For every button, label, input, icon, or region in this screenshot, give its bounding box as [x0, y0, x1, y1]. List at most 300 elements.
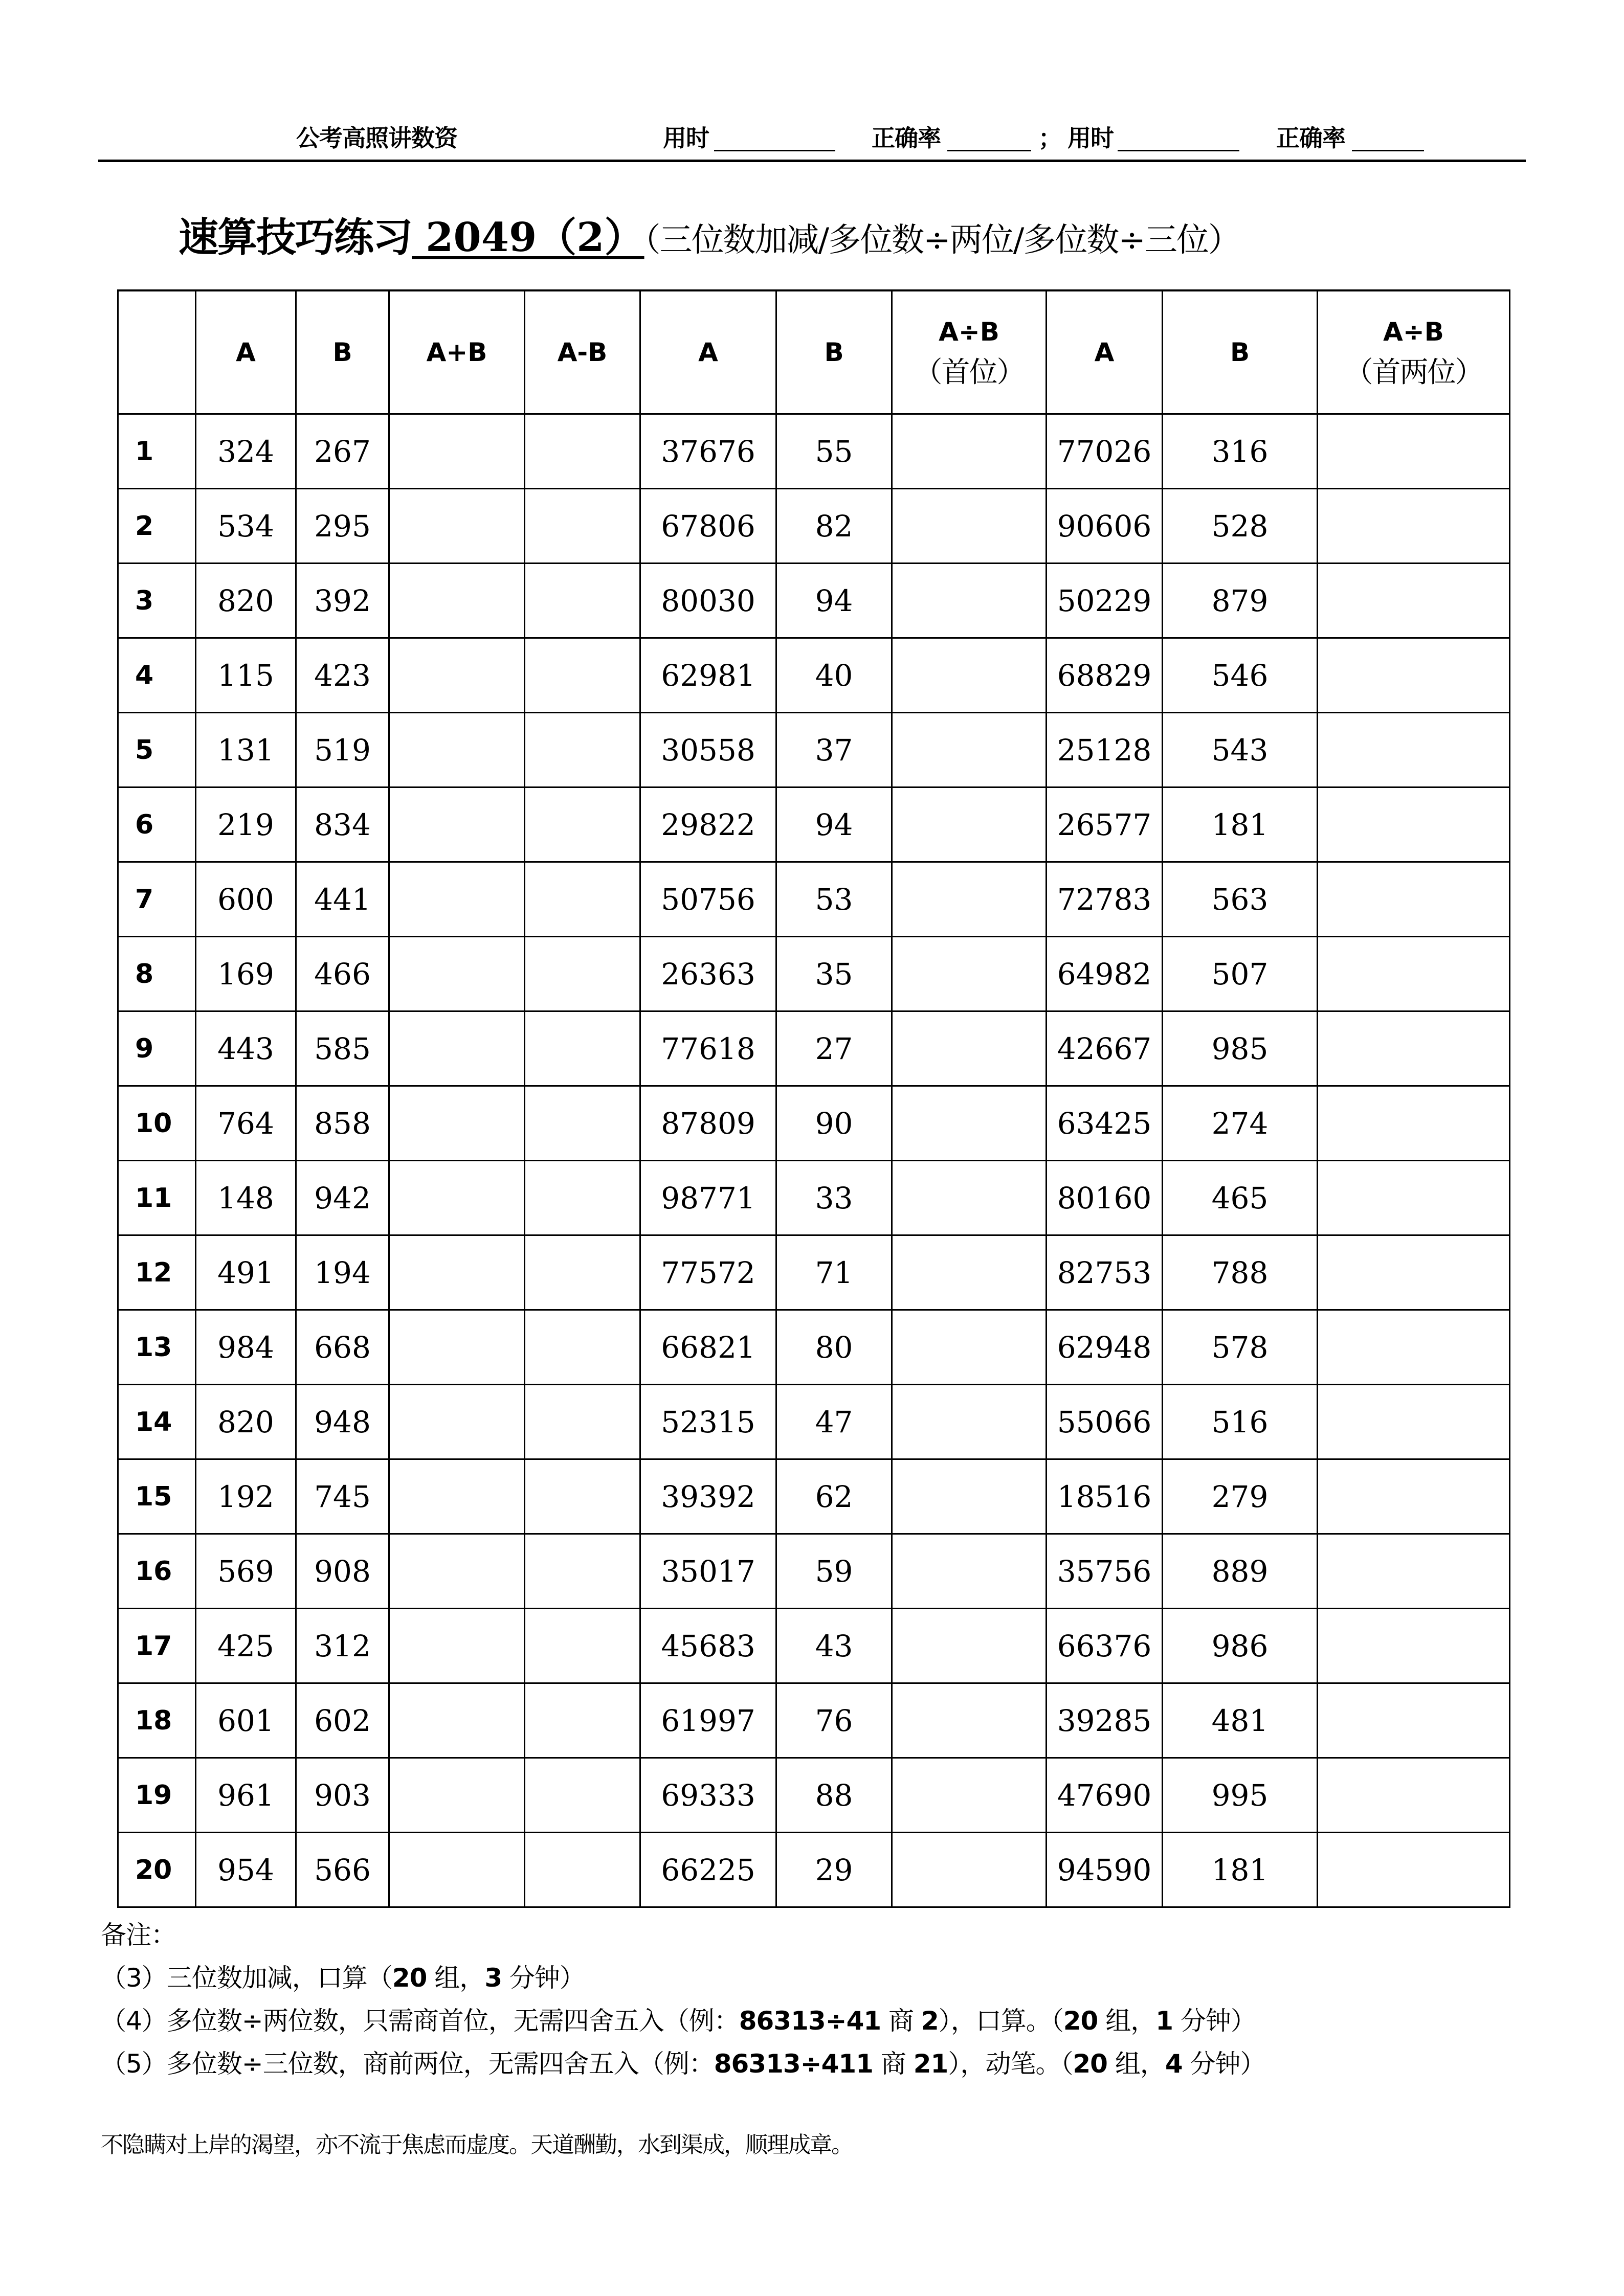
title-main: 速算技巧练习 — [179, 214, 412, 261]
table-header-row — [118, 290, 1510, 414]
div2-a-value: 35017 — [640, 1534, 776, 1609]
diff-answer-cell[interactable] — [525, 1086, 640, 1161]
note-text: 分钟） — [1173, 2006, 1256, 2036]
div2-a-value: 77572 — [640, 1235, 776, 1310]
add-b-value: 267 — [296, 414, 389, 489]
add-b-value: 566 — [296, 1833, 389, 1907]
div3-b-value: 274 — [1163, 1086, 1318, 1161]
sum-answer-cell[interactable] — [389, 1609, 525, 1683]
sum-answer-cell[interactable] — [389, 1534, 525, 1609]
header-div2-result-label: A÷B — [939, 317, 999, 347]
add-a-value: 148 — [196, 1161, 296, 1235]
note-text: 商 — [881, 2006, 921, 2036]
sum-answer-cell[interactable] — [389, 1235, 525, 1310]
table-row — [118, 1459, 1510, 1534]
row-number: 19 — [118, 1758, 196, 1833]
row-number: 8 — [118, 937, 196, 1011]
div3-a-value: 72783 — [1047, 862, 1163, 937]
note-text: 组， — [1098, 2006, 1156, 2036]
header-div2-a: A — [640, 290, 776, 414]
header-div2-b: B — [776, 290, 892, 414]
div3-b-value: 879 — [1163, 564, 1318, 638]
diff-answer-cell[interactable] — [525, 862, 640, 937]
div3-b-value: 986 — [1163, 1609, 1318, 1683]
div3-b-value: 563 — [1163, 862, 1318, 937]
notes-heading: 备注： — [101, 1920, 176, 1950]
notes-section — [101, 1914, 1265, 2085]
table-row — [118, 1161, 1510, 1235]
div3-a-value: 62948 — [1047, 1310, 1163, 1385]
add-a-value: 984 — [196, 1310, 296, 1385]
sum-answer-cell[interactable] — [389, 1459, 525, 1534]
div3-answer-cell[interactable] — [1318, 1758, 1510, 1833]
note-item-4 — [101, 1999, 1265, 2042]
table-row — [118, 787, 1510, 862]
div2-b-value: 71 — [776, 1235, 892, 1310]
div2-b-value: 33 — [776, 1161, 892, 1235]
table-row — [118, 1758, 1510, 1833]
note-minutes: 1 — [1155, 2006, 1173, 2036]
add-b-value: 585 — [296, 1011, 389, 1086]
row-number: 18 — [118, 1683, 196, 1758]
diff-answer-cell[interactable] — [525, 1683, 640, 1758]
div2-a-value: 67806 — [640, 489, 776, 564]
note-text: 组， — [1107, 2049, 1165, 2079]
add-a-value: 115 — [196, 638, 296, 713]
div2-b-value: 27 — [776, 1011, 892, 1086]
div3-a-value: 77026 — [1047, 414, 1163, 489]
sum-answer-cell[interactable] — [389, 638, 525, 713]
note-minutes: 4 — [1165, 2049, 1183, 2079]
add-a-value: 569 — [196, 1534, 296, 1609]
row-number: 16 — [118, 1534, 196, 1609]
header-div3-result-sub: （首两位） — [1344, 356, 1483, 389]
div3-answer-cell[interactable] — [1318, 1534, 1510, 1609]
table-row — [118, 1683, 1510, 1758]
table-row — [118, 414, 1510, 489]
table-row — [118, 489, 1510, 564]
div2-a-value: 45683 — [640, 1609, 776, 1683]
div3-answer-cell[interactable] — [1318, 489, 1510, 564]
worksheet-header — [0, 120, 1624, 156]
table-row — [118, 638, 1510, 713]
div2-answer-cell[interactable] — [892, 414, 1047, 489]
add-b-value: 441 — [296, 862, 389, 937]
note-example: 86313÷41 — [739, 2006, 881, 2036]
sum-answer-cell[interactable] — [389, 1011, 525, 1086]
div3-a-value: 25128 — [1047, 713, 1163, 787]
diff-answer-cell[interactable] — [525, 1459, 640, 1534]
sum-answer-cell[interactable] — [389, 1758, 525, 1833]
row-number: 1 — [118, 414, 196, 489]
table-row — [118, 862, 1510, 937]
brand-name: 公考高照讲数资 — [296, 124, 457, 152]
div3-a-value: 26577 — [1047, 787, 1163, 862]
header-div3-b: B — [1163, 290, 1318, 414]
div3-b-value: 546 — [1163, 638, 1318, 713]
sum-answer-cell[interactable] — [389, 862, 525, 937]
diff-answer-cell[interactable] — [525, 1609, 640, 1683]
accuracy-label-2: 正确率 — [1276, 124, 1345, 152]
sum-answer-cell[interactable] — [389, 937, 525, 1011]
accuracy-blank-1[interactable] — [947, 150, 1031, 151]
add-b-value: 602 — [296, 1683, 389, 1758]
diff-answer-cell[interactable] — [525, 1385, 640, 1459]
div2-answer-cell[interactable] — [892, 564, 1047, 638]
sum-answer-cell[interactable] — [389, 1683, 525, 1758]
row-number: 10 — [118, 1086, 196, 1161]
accuracy-blank-2[interactable] — [1352, 150, 1424, 151]
div3-a-value: 55066 — [1047, 1385, 1163, 1459]
sum-answer-cell[interactable] — [389, 1385, 525, 1459]
div3-b-value: 543 — [1163, 713, 1318, 787]
div2-a-value: 39392 — [640, 1459, 776, 1534]
add-a-value: 219 — [196, 787, 296, 862]
add-a-value: 764 — [196, 1086, 296, 1161]
div3-a-value: 64982 — [1047, 937, 1163, 1011]
time-label-2: 用时 — [1067, 124, 1114, 152]
diff-answer-cell[interactable] — [525, 1235, 640, 1310]
row-number: 20 — [118, 1833, 196, 1907]
diff-answer-cell[interactable] — [525, 1310, 640, 1385]
div3-a-value: 39285 — [1047, 1683, 1163, 1758]
div2-b-value: 53 — [776, 862, 892, 937]
div3-answer-cell[interactable] — [1318, 937, 1510, 1011]
sum-answer-cell[interactable] — [389, 564, 525, 638]
header-diff: A-B — [525, 290, 640, 414]
div2-answer-cell[interactable] — [892, 1534, 1047, 1609]
div2-b-value: 90 — [776, 1086, 892, 1161]
table-row — [118, 1011, 1510, 1086]
motivational-quote: 不隐瞒对上岸的渴望，亦不流于焦虑而虚度。天道酬勤，水到渠成，顺理成章。 — [101, 2132, 853, 2158]
div2-answer-cell[interactable] — [892, 787, 1047, 862]
add-b-value: 295 — [296, 489, 389, 564]
div2-b-value: 40 — [776, 638, 892, 713]
row-number: 2 — [118, 489, 196, 564]
header-add-b: B — [296, 290, 389, 414]
div2-a-value: 50756 — [640, 862, 776, 937]
div3-b-value: 578 — [1163, 1310, 1318, 1385]
div3-a-value: 82753 — [1047, 1235, 1163, 1310]
div2-a-value: 26363 — [640, 937, 776, 1011]
note-text: （3）三位数加减，口算（ — [101, 1963, 392, 1993]
div2-a-value: 66225 — [640, 1833, 776, 1907]
add-a-value: 324 — [196, 414, 296, 489]
div3-a-value: 66376 — [1047, 1609, 1163, 1683]
div2-answer-cell[interactable] — [892, 1683, 1047, 1758]
note-example-answer: 21 — [913, 2049, 948, 2079]
note-text: 组， — [427, 1963, 485, 1993]
header-sum: A+B — [389, 290, 525, 414]
div2-answer-cell[interactable] — [892, 1310, 1047, 1385]
add-b-value: 908 — [296, 1534, 389, 1609]
div3-b-value: 985 — [1163, 1011, 1318, 1086]
div2-b-value: 88 — [776, 1758, 892, 1833]
table-row — [118, 1833, 1510, 1907]
div2-a-value: 98771 — [640, 1161, 776, 1235]
div2-b-value: 94 — [776, 787, 892, 862]
table-row — [118, 1385, 1510, 1459]
div3-a-value: 47690 — [1047, 1758, 1163, 1833]
add-a-value: 820 — [196, 564, 296, 638]
div2-b-value: 29 — [776, 1833, 892, 1907]
div2-answer-cell[interactable] — [892, 489, 1047, 564]
note-text: 分钟） — [1182, 2049, 1265, 2079]
table-row — [118, 1609, 1510, 1683]
sum-answer-cell[interactable] — [389, 1310, 525, 1385]
div2-answer-cell[interactable] — [892, 937, 1047, 1011]
row-number: 7 — [118, 862, 196, 937]
div3-answer-cell[interactable] — [1318, 1161, 1510, 1235]
add-a-value: 425 — [196, 1609, 296, 1683]
header-add-a: A — [196, 290, 296, 414]
row-number: 6 — [118, 787, 196, 862]
div2-answer-cell[interactable] — [892, 1161, 1047, 1235]
add-b-value: 423 — [296, 638, 389, 713]
note-count: 20 — [1063, 2006, 1098, 2036]
sum-answer-cell[interactable] — [389, 713, 525, 787]
div3-a-value: 68829 — [1047, 638, 1163, 713]
add-b-value: 858 — [296, 1086, 389, 1161]
div2-a-value: 80030 — [640, 564, 776, 638]
row-number: 9 — [118, 1011, 196, 1086]
div2-b-value: 37 — [776, 713, 892, 787]
div3-b-value: 995 — [1163, 1758, 1318, 1833]
diff-answer-cell[interactable] — [525, 1833, 640, 1907]
div2-answer-cell[interactable] — [892, 1385, 1047, 1459]
div2-answer-cell[interactable] — [892, 1011, 1047, 1086]
add-b-value: 392 — [296, 564, 389, 638]
note-item-3 — [101, 1956, 1265, 1999]
div3-a-value: 18516 — [1047, 1459, 1163, 1534]
header-div2-result-sub: （首位） — [914, 356, 1025, 389]
diff-answer-cell[interactable] — [525, 713, 640, 787]
note-count: 20 — [392, 1963, 427, 1993]
add-a-value: 169 — [196, 937, 296, 1011]
div2-b-value: 62 — [776, 1459, 892, 1534]
div3-a-value: 80160 — [1047, 1161, 1163, 1235]
add-b-value: 834 — [296, 787, 389, 862]
diff-answer-cell[interactable] — [525, 1161, 640, 1235]
diff-answer-cell[interactable] — [525, 937, 640, 1011]
div3-b-value: 465 — [1163, 1161, 1318, 1235]
add-a-value: 491 — [196, 1235, 296, 1310]
add-b-value: 903 — [296, 1758, 389, 1833]
sum-answer-cell[interactable] — [389, 489, 525, 564]
div2-answer-cell[interactable] — [892, 1758, 1047, 1833]
div2-b-value: 55 — [776, 414, 892, 489]
sum-answer-cell[interactable] — [389, 1086, 525, 1161]
sum-answer-cell[interactable] — [389, 414, 525, 489]
note-text: ），动笔。（ — [948, 2049, 1073, 2079]
div3-a-value: 50229 — [1047, 564, 1163, 638]
div3-answer-cell[interactable] — [1318, 1011, 1510, 1086]
div2-a-value: 61997 — [640, 1683, 776, 1758]
div2-a-value: 66821 — [640, 1310, 776, 1385]
header-div3-result-label: A÷B — [1383, 317, 1444, 347]
div3-b-value: 181 — [1163, 1833, 1318, 1907]
div2-a-value: 77618 — [640, 1011, 776, 1086]
add-a-value: 820 — [196, 1385, 296, 1459]
header-div3-a: A — [1047, 290, 1163, 414]
div2-answer-cell[interactable] — [892, 1609, 1047, 1683]
note-minutes: 3 — [484, 1963, 502, 1993]
div3-answer-cell[interactable] — [1318, 1310, 1510, 1385]
header-div2-result — [892, 290, 1047, 414]
div3-a-value: 63425 — [1047, 1086, 1163, 1161]
div2-answer-cell[interactable] — [892, 713, 1047, 787]
title-subtitle: （三位数加减/多位数÷两位/多位数÷三位） — [644, 221, 1240, 259]
note-text: （5）多位数÷三位数，商前两位，无需四舍五入（例： — [101, 2049, 714, 2079]
div2-answer-cell[interactable] — [892, 1235, 1047, 1310]
div3-answer-cell[interactable] — [1318, 1833, 1510, 1907]
div2-b-value: 35 — [776, 937, 892, 1011]
add-b-value: 519 — [296, 713, 389, 787]
row-number: 3 — [118, 564, 196, 638]
add-a-value: 961 — [196, 1758, 296, 1833]
accuracy-label-1: 正确率 — [872, 124, 941, 152]
add-a-value: 601 — [196, 1683, 296, 1758]
row-number: 14 — [118, 1385, 196, 1459]
add-b-value: 948 — [296, 1385, 389, 1459]
div2-answer-cell[interactable] — [892, 638, 1047, 713]
div3-b-value: 889 — [1163, 1534, 1318, 1609]
header-divider — [98, 160, 1526, 162]
add-b-value: 745 — [296, 1459, 389, 1534]
add-a-value: 534 — [196, 489, 296, 564]
table-row — [118, 937, 1510, 1011]
row-number: 11 — [118, 1161, 196, 1235]
div3-answer-cell[interactable] — [1318, 1683, 1510, 1758]
add-b-value: 668 — [296, 1310, 389, 1385]
add-b-value: 942 — [296, 1161, 389, 1235]
div3-answer-cell[interactable] — [1318, 1385, 1510, 1459]
diff-answer-cell[interactable] — [525, 489, 640, 564]
div2-a-value: 37676 — [640, 414, 776, 489]
div3-b-value: 481 — [1163, 1683, 1318, 1758]
div3-answer-cell[interactable] — [1318, 1609, 1510, 1683]
header-index — [118, 290, 196, 414]
note-example-answer: 2 — [921, 2006, 939, 2036]
sum-answer-cell[interactable] — [389, 1833, 525, 1907]
div3-b-value: 528 — [1163, 489, 1318, 564]
div3-b-value: 516 — [1163, 1385, 1318, 1459]
row-number: 13 — [118, 1310, 196, 1385]
add-a-value: 600 — [196, 862, 296, 937]
table-row — [118, 564, 1510, 638]
div3-answer-cell[interactable] — [1318, 713, 1510, 787]
title-code: 2049（2） — [412, 214, 644, 261]
div2-answer-cell[interactable] — [892, 1459, 1047, 1534]
diff-answer-cell[interactable] — [525, 638, 640, 713]
add-a-value: 954 — [196, 1833, 296, 1907]
sum-answer-cell[interactable] — [389, 1161, 525, 1235]
practice-table — [117, 289, 1510, 1908]
time-label-1: 用时 — [663, 124, 709, 152]
table-row — [118, 1310, 1510, 1385]
diff-answer-cell[interactable] — [525, 1534, 640, 1609]
div3-b-value: 181 — [1163, 787, 1318, 862]
note-item-5 — [101, 2042, 1265, 2085]
div2-b-value: 76 — [776, 1683, 892, 1758]
note-text: 商 — [873, 2049, 914, 2079]
div2-answer-cell[interactable] — [892, 862, 1047, 937]
div3-answer-cell[interactable] — [1318, 862, 1510, 937]
row-number: 5 — [118, 713, 196, 787]
div3-answer-cell[interactable] — [1318, 787, 1510, 862]
div2-a-value: 52315 — [640, 1385, 776, 1459]
div2-a-value: 30558 — [640, 713, 776, 787]
div3-answer-cell[interactable] — [1318, 1459, 1510, 1534]
div2-answer-cell[interactable] — [892, 1833, 1047, 1907]
diff-answer-cell[interactable] — [525, 414, 640, 489]
div2-a-value: 87809 — [640, 1086, 776, 1161]
div2-b-value: 94 — [776, 564, 892, 638]
div2-b-value: 80 — [776, 1310, 892, 1385]
add-b-value: 466 — [296, 937, 389, 1011]
div3-answer-cell[interactable] — [1318, 1235, 1510, 1310]
div3-answer-cell[interactable] — [1318, 564, 1510, 638]
div3-answer-cell[interactable] — [1318, 638, 1510, 713]
div3-b-value: 279 — [1163, 1459, 1318, 1534]
table-row — [118, 1086, 1510, 1161]
note-text: 分钟） — [502, 1963, 585, 1993]
sum-answer-cell[interactable] — [389, 787, 525, 862]
div2-b-value: 43 — [776, 1609, 892, 1683]
note-count: 20 — [1073, 2049, 1107, 2079]
page-title — [179, 212, 1240, 263]
separator: ； — [1038, 124, 1061, 152]
time-blank-2[interactable] — [1118, 150, 1239, 151]
div2-a-value: 29822 — [640, 787, 776, 862]
div2-a-value: 62981 — [640, 638, 776, 713]
div2-b-value: 82 — [776, 489, 892, 564]
div2-b-value: 47 — [776, 1385, 892, 1459]
row-number: 15 — [118, 1459, 196, 1534]
add-b-value: 312 — [296, 1609, 389, 1683]
div3-a-value: 94590 — [1047, 1833, 1163, 1907]
div2-a-value: 69333 — [640, 1758, 776, 1833]
diff-answer-cell[interactable] — [525, 1011, 640, 1086]
table-row — [118, 713, 1510, 787]
div3-b-value: 507 — [1163, 937, 1318, 1011]
add-a-value: 443 — [196, 1011, 296, 1086]
add-a-value: 131 — [196, 713, 296, 787]
note-example: 86313÷411 — [714, 2049, 873, 2079]
header-div3-result — [1318, 290, 1510, 414]
row-number: 4 — [118, 638, 196, 713]
div2-answer-cell[interactable] — [892, 1086, 1047, 1161]
table-row — [118, 1534, 1510, 1609]
note-text: ），口算。（ — [938, 2006, 1063, 2036]
add-a-value: 192 — [196, 1459, 296, 1534]
time-blank-1[interactable] — [714, 150, 835, 151]
add-b-value: 194 — [296, 1235, 389, 1310]
table-row — [118, 1235, 1510, 1310]
div3-answer-cell[interactable] — [1318, 1086, 1510, 1161]
div3-a-value: 42667 — [1047, 1011, 1163, 1086]
div3-a-value: 90606 — [1047, 489, 1163, 564]
div2-b-value: 59 — [776, 1534, 892, 1609]
row-number: 17 — [118, 1609, 196, 1683]
div3-answer-cell[interactable] — [1318, 414, 1510, 489]
diff-answer-cell[interactable] — [525, 564, 640, 638]
div3-b-value: 316 — [1163, 414, 1318, 489]
note-text: （4）多位数÷两位数，只需商首位，无需四舍五入（例： — [101, 2006, 739, 2036]
diff-answer-cell[interactable] — [525, 787, 640, 862]
row-number: 12 — [118, 1235, 196, 1310]
diff-answer-cell[interactable] — [525, 1758, 640, 1833]
